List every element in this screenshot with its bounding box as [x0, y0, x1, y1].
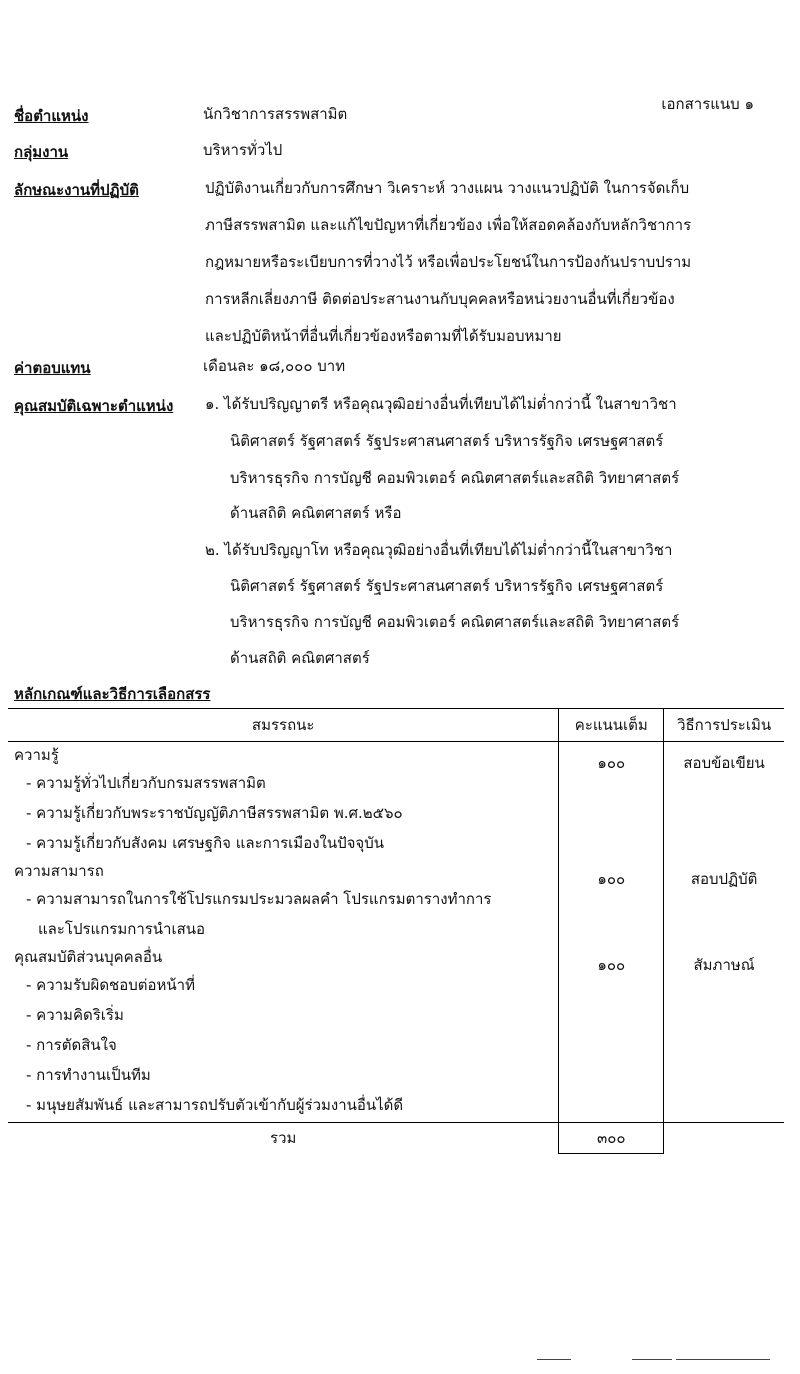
- duties-line: การหลีกเลี่ยงภาษี ติดต่อประสานงานกับบุคคลหรือหน่วยงานอื่นที่เกี่ยวข้อง: [205, 290, 675, 308]
- duties-line: ภาษีสรรพสามิต และแก้ไขปัญหาที่เกี่ยวข้อง เพื่อให้สอดคล้องกับหลักวิชาการ: [205, 216, 692, 234]
- scan-mark: [676, 1359, 770, 1360]
- salary-label: ค่าตอบแทน: [14, 359, 91, 377]
- section-item: - มนุษยสัมพันธ์ และสามารถปรับตัวเข้ากับผู้ร่วมงานอื่นได้ดี: [26, 1096, 404, 1114]
- scan-mark: [537, 1359, 571, 1360]
- section-ability: [8, 858, 559, 944]
- table-row: [8, 944, 784, 1123]
- qualifications-label: คุณสมบัติเฉพาะตำแหน่ง: [14, 397, 174, 415]
- position-value: นักวิชาการสรรพสามิต: [203, 105, 348, 123]
- score-cell: [559, 742, 664, 859]
- method-cell: [664, 742, 784, 859]
- section-item: - ความรู้เกี่ยวกับพระราชบัญญัติภาษีสรรพสามิต พ.ศ.๒๕๖๐: [26, 804, 403, 822]
- section-item: - ความรู้ทั่วไปเกี่ยวกับกรมสรรพสามิต: [26, 774, 266, 792]
- qualification-item: ๑. ได้รับปริญญาตรี หรือคุณวุฒิอย่างอื่นที่เทียบได้ไม่ต่ำกว่านี้ ในสาขาวิชา: [205, 395, 677, 413]
- duties-line: กฎหมายหรือระเบียบการที่วางไว้ หรือเพื่อประโยชน์ในการป้องกันปราบปราม: [205, 253, 692, 271]
- score-value: ๑๐๐: [597, 870, 626, 888]
- score-value: ๑๐๐: [597, 754, 626, 772]
- score-value: ๑๐๐: [597, 956, 626, 974]
- duties-line: และปฏิบัติหน้าที่อื่นที่เกี่ยวข้องหรือตามที่ได้รับมอบหมาย: [205, 327, 562, 345]
- section-item: - การทำงานเป็นทีม: [26, 1066, 151, 1084]
- qualification-line: บริหารธุรกิจ การบัญชี คอมพิวเตอร์ คณิตศาสตร์และสถิติ วิทยาศาสตร์: [230, 613, 680, 631]
- section-knowledge: [8, 742, 559, 859]
- scan-mark: [632, 1359, 672, 1360]
- score-cell: [559, 858, 664, 944]
- total-row: [8, 1123, 784, 1154]
- section-head: คุณสมบัติส่วนบุคคลอื่น: [14, 948, 163, 966]
- qualification-line: ด้านสถิติ คณิตศาสตร์ หรือ: [230, 504, 402, 522]
- section-item: - ความคิดริเริ่ม: [26, 1006, 124, 1024]
- salary-value: เดือนละ ๑๘,๐๐๐ บาท: [203, 357, 346, 375]
- position-label: ชื่อตำแหน่ง: [14, 107, 89, 125]
- criteria-title: หลักเกณฑ์และวิธีการเลือกสรร: [14, 685, 211, 703]
- section-head: ความสามารถ: [14, 862, 104, 880]
- criteria-table: [8, 708, 784, 1154]
- section-item: - ความรู้เกี่ยวกับสังคม เศรษฐกิจ และการเมืองในปัจจุบัน: [26, 834, 384, 852]
- table-row: [8, 858, 784, 944]
- total-value: ๓๐๐: [559, 1123, 664, 1154]
- score-cell: [559, 944, 664, 1123]
- group-value: บริหารทั่วไป: [203, 141, 283, 159]
- total-label: รวม: [8, 1123, 559, 1154]
- qualification-line: บริหารธุรกิจ การบัญชี คอมพิวเตอร์ คณิตศาสตร์และสถิติ วิทยาศาสตร์: [230, 469, 680, 487]
- section-item: และโปรแกรมการนำเสนอ: [38, 920, 206, 938]
- method-value: สัมภาษณ์: [693, 956, 755, 974]
- section-head: ความรู้: [14, 746, 59, 764]
- section-item: - ความรับผิดชอบต่อหน้าที่: [26, 976, 195, 994]
- total-empty-cell: [664, 1123, 784, 1154]
- qualification-line: นิติศาสตร์ รัฐศาสตร์ รัฐประศาสนศาสตร์ บริหารรัฐกิจ เศรษฐศาสตร์: [230, 432, 664, 450]
- header-method: วิธีการประเมิน: [664, 709, 784, 742]
- duties-label: ลักษณะงานที่ปฏิบัติ: [14, 181, 139, 199]
- qualification-line: นิติศาสตร์ รัฐศาสตร์ รัฐประศาสนศาสตร์ บริหารรัฐกิจ เศรษฐศาสตร์: [230, 577, 664, 595]
- attachment-label: เอกสารแนบ ๑: [661, 95, 754, 113]
- section-item: - การตัดสินใจ: [26, 1036, 117, 1054]
- group-label: กลุ่มงาน: [14, 143, 69, 161]
- qualification-item: ๒. ได้รับปริญญาโท หรือคุณวุฒิอย่างอื่นที่เทียบได้ไม่ต่ำกว่านี้ในสาขาวิชา: [205, 541, 673, 559]
- section-item: - ความสามารถในการใช้โปรแกรมประมวลผลคำ โปรแกรมตารางทำการ: [26, 890, 492, 908]
- method-value: สอบข้อเขียน: [683, 754, 765, 772]
- method-value: สอบปฏิบัติ: [690, 870, 758, 888]
- method-cell: [664, 858, 784, 944]
- table-row: [8, 742, 784, 859]
- duties-line: ปฏิบัติงานเกี่ยวกับการศึกษา วิเคราะห์ วางแผน วางแนวปฏิบัติ ในการจัดเก็บ: [205, 179, 690, 197]
- qualification-line: ด้านสถิติ คณิตศาสตร์: [230, 649, 370, 667]
- header-competency: สมรรถนะ: [8, 709, 559, 742]
- method-cell: [664, 944, 784, 1123]
- table-header-row: [8, 709, 784, 742]
- header-score: คะแนนเต็ม: [559, 709, 664, 742]
- section-personal: [8, 944, 559, 1123]
